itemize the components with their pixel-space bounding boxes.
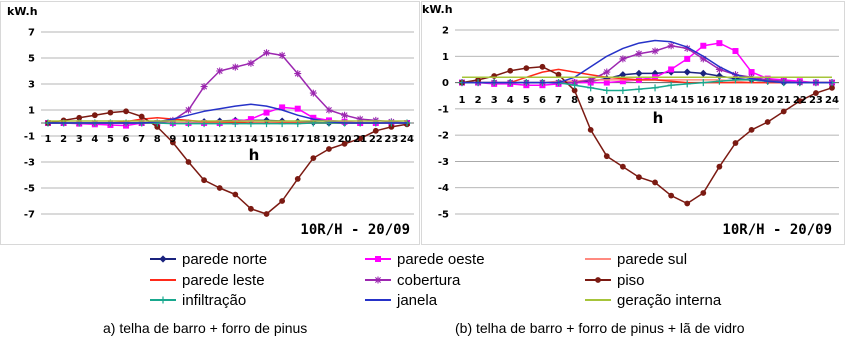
- data-point: [217, 185, 223, 191]
- data-point: [263, 49, 270, 56]
- legend-marker: [375, 256, 381, 262]
- x-tick-label: 5: [522, 95, 530, 106]
- legend-item: [365, 251, 485, 268]
- data-point: [108, 110, 114, 116]
- data-point: [279, 52, 286, 59]
- data-point: [652, 48, 659, 55]
- x-tick-label: 12: [631, 95, 646, 106]
- data-point: [279, 198, 285, 204]
- data-point: [540, 64, 546, 70]
- x-tick-label: 11: [197, 134, 212, 145]
- legend-label: cobertura: [397, 272, 461, 289]
- legend-marker: [160, 297, 167, 304]
- x-tick-label: 13: [228, 134, 243, 145]
- legend-item: [365, 272, 461, 289]
- y-axis-label: kW.h: [7, 5, 38, 18]
- y-tick-label: 2: [442, 25, 449, 37]
- data-point: [684, 201, 690, 207]
- legend-item: [585, 292, 722, 309]
- data-point: [186, 159, 192, 165]
- chart-annotation: 10R/H - 20/09: [300, 222, 410, 238]
- panel-letter: a): [103, 320, 120, 336]
- x-tick-label: 16: [696, 95, 711, 106]
- x-tick-label: 21: [776, 95, 791, 106]
- data-point: [619, 87, 626, 94]
- data-point: [325, 107, 332, 114]
- data-point: [684, 68, 691, 75]
- data-point: [201, 177, 207, 183]
- data-point: [295, 106, 301, 112]
- x-tick-label: 15: [680, 95, 695, 106]
- data-point: [92, 112, 98, 118]
- x-tick-label: 4: [91, 134, 99, 145]
- data-point: [700, 190, 706, 196]
- x-tick-label: 19: [321, 134, 336, 145]
- x-tick-label: 8: [571, 95, 579, 106]
- x-axis-label: h: [248, 146, 260, 164]
- data-point: [264, 211, 270, 217]
- data-point: [619, 55, 626, 62]
- y-tick-label: 1: [442, 51, 449, 63]
- y-tick-label: -2: [437, 130, 449, 142]
- data-point: [700, 70, 707, 77]
- x-tick-label: 19: [744, 95, 759, 106]
- legend-label: parede norte: [182, 251, 268, 268]
- x-tick-label: 14: [664, 95, 679, 106]
- legend-marker: [159, 255, 166, 262]
- data-point: [216, 68, 223, 75]
- x-tick-label: 22: [792, 95, 807, 106]
- x-axis-label: h: [652, 109, 664, 127]
- panel-caption: [103, 320, 307, 336]
- legend-label: geração interna: [617, 292, 722, 309]
- y-tick-label: -1: [23, 131, 35, 143]
- x-tick-label: 6: [122, 134, 130, 145]
- data-point: [310, 90, 317, 97]
- data-point: [603, 87, 610, 94]
- y-tick-label: 5: [28, 53, 35, 65]
- data-point: [749, 127, 755, 133]
- x-tick-label: 3: [490, 95, 498, 106]
- panel-frame: [422, 2, 845, 245]
- legend-item: [150, 251, 267, 268]
- x-tick-label: 6: [538, 95, 546, 106]
- y-tick-label: -5: [437, 209, 449, 221]
- data-point: [123, 108, 129, 114]
- data-point: [635, 70, 642, 77]
- data-point: [295, 176, 301, 182]
- data-point: [652, 180, 658, 186]
- x-tick-label: 20: [760, 95, 775, 106]
- panel-caption-text: telha de barro + forro de pinus: [119, 320, 308, 336]
- data-point: [636, 174, 642, 180]
- x-tick-label: 17: [712, 95, 727, 106]
- legend-item: [365, 292, 438, 309]
- x-tick-label: 16: [275, 134, 290, 145]
- x-tick-label: 24: [400, 134, 414, 145]
- data-point: [232, 64, 239, 71]
- data-point: [604, 153, 610, 159]
- x-tick-label: 24: [825, 95, 839, 106]
- data-point: [294, 70, 301, 77]
- data-point: [232, 192, 238, 198]
- legend-label: parede sul: [617, 251, 688, 268]
- data-point: [507, 68, 513, 74]
- series-line: [462, 43, 832, 85]
- legend-label: janela: [397, 292, 438, 309]
- data-point: [523, 65, 529, 71]
- legend-item: [585, 272, 645, 289]
- legend: [150, 251, 722, 309]
- x-tick-label: 15: [259, 134, 274, 145]
- legend-item: [150, 272, 265, 289]
- data-point: [248, 206, 254, 212]
- series-line: [48, 111, 407, 214]
- y-axis-label: kW.h: [422, 3, 453, 16]
- data-point: [733, 140, 739, 146]
- data-point: [732, 48, 738, 54]
- x-tick-label: 18: [306, 134, 321, 145]
- x-tick-label: 13: [648, 95, 663, 106]
- x-tick-label: 1: [458, 95, 466, 106]
- legend-item: [150, 292, 246, 309]
- series-line: [462, 41, 832, 83]
- data-point: [326, 146, 332, 152]
- legend-label: parede leste: [182, 272, 265, 289]
- data-point: [603, 69, 610, 76]
- x-tick-label: 4: [506, 95, 514, 106]
- x-tick-label: 14: [243, 134, 258, 145]
- data-point: [635, 50, 642, 57]
- x-tick-label: 18: [728, 95, 743, 106]
- x-tick-label: 23: [808, 95, 823, 106]
- series-line: [48, 53, 407, 123]
- x-tick-label: 5: [106, 134, 114, 145]
- y-tick-label: 7: [28, 27, 35, 39]
- y-tick-label: -7: [23, 209, 35, 221]
- data-point: [588, 127, 594, 133]
- legend-marker: [375, 277, 382, 284]
- data-point: [620, 164, 626, 170]
- data-point: [264, 110, 270, 116]
- data-point: [700, 43, 706, 49]
- chart-annotation: 10R/H - 20/09: [722, 222, 832, 238]
- x-tick-label: 23: [384, 134, 399, 145]
- x-tick-label: 11: [615, 95, 630, 106]
- y-tick-label: -5: [23, 183, 35, 195]
- data-point: [652, 84, 659, 91]
- series-janela: [462, 41, 832, 83]
- x-tick-label: 2: [60, 134, 68, 145]
- x-tick-label: 1: [44, 134, 52, 145]
- x-tick-label: 17: [290, 134, 305, 145]
- y-tick-label: 0: [442, 78, 449, 90]
- y-tick-label: 1: [28, 105, 35, 117]
- legend-label: parede oeste: [397, 251, 485, 268]
- data-point: [781, 109, 787, 115]
- data-point: [310, 155, 316, 161]
- x-tick-label: 3: [75, 134, 83, 145]
- x-tick-label: 20: [337, 134, 352, 145]
- panel-caption: [455, 320, 745, 336]
- y-tick-label: 3: [28, 79, 35, 91]
- legend-marker: [595, 277, 601, 283]
- data-point: [139, 114, 145, 120]
- x-tick-label: 7: [138, 134, 146, 145]
- y-tick-label: -1: [437, 104, 449, 116]
- x-tick-label: 22: [368, 134, 383, 145]
- data-point: [684, 56, 690, 62]
- x-tick-label: 10: [599, 95, 614, 106]
- y-tick-label: -4: [437, 183, 449, 195]
- data-point: [716, 40, 722, 46]
- data-point: [716, 164, 722, 170]
- data-point: [201, 83, 208, 90]
- x-tick-label: 2: [474, 95, 482, 106]
- legend-label: infiltração: [182, 292, 247, 309]
- data-point: [716, 78, 723, 85]
- data-point: [668, 66, 674, 72]
- data-point: [247, 60, 254, 67]
- x-tick-label: 12: [212, 134, 227, 145]
- panel-letter: (b): [455, 320, 476, 336]
- data-point: [684, 80, 691, 87]
- x-tick-label: 10: [181, 134, 196, 145]
- x-tick-label: 9: [587, 95, 595, 106]
- data-point: [765, 119, 771, 125]
- y-tick-label: -3: [437, 156, 449, 168]
- data-point: [373, 128, 379, 134]
- data-point: [635, 86, 642, 93]
- panel-caption-text: telha de barro + forro de pinus + lã de vidro: [476, 320, 745, 336]
- x-tick-label: 7: [555, 95, 563, 106]
- x-tick-label: 21: [353, 134, 368, 145]
- y-tick-label: -3: [23, 157, 35, 169]
- x-tick-label: 9: [169, 134, 177, 145]
- data-point: [185, 107, 192, 114]
- legend-label: piso: [617, 272, 645, 289]
- data-point: [341, 112, 348, 119]
- data-point: [668, 193, 674, 199]
- x-tick-label: 8: [153, 134, 161, 145]
- legend-item: [585, 251, 687, 268]
